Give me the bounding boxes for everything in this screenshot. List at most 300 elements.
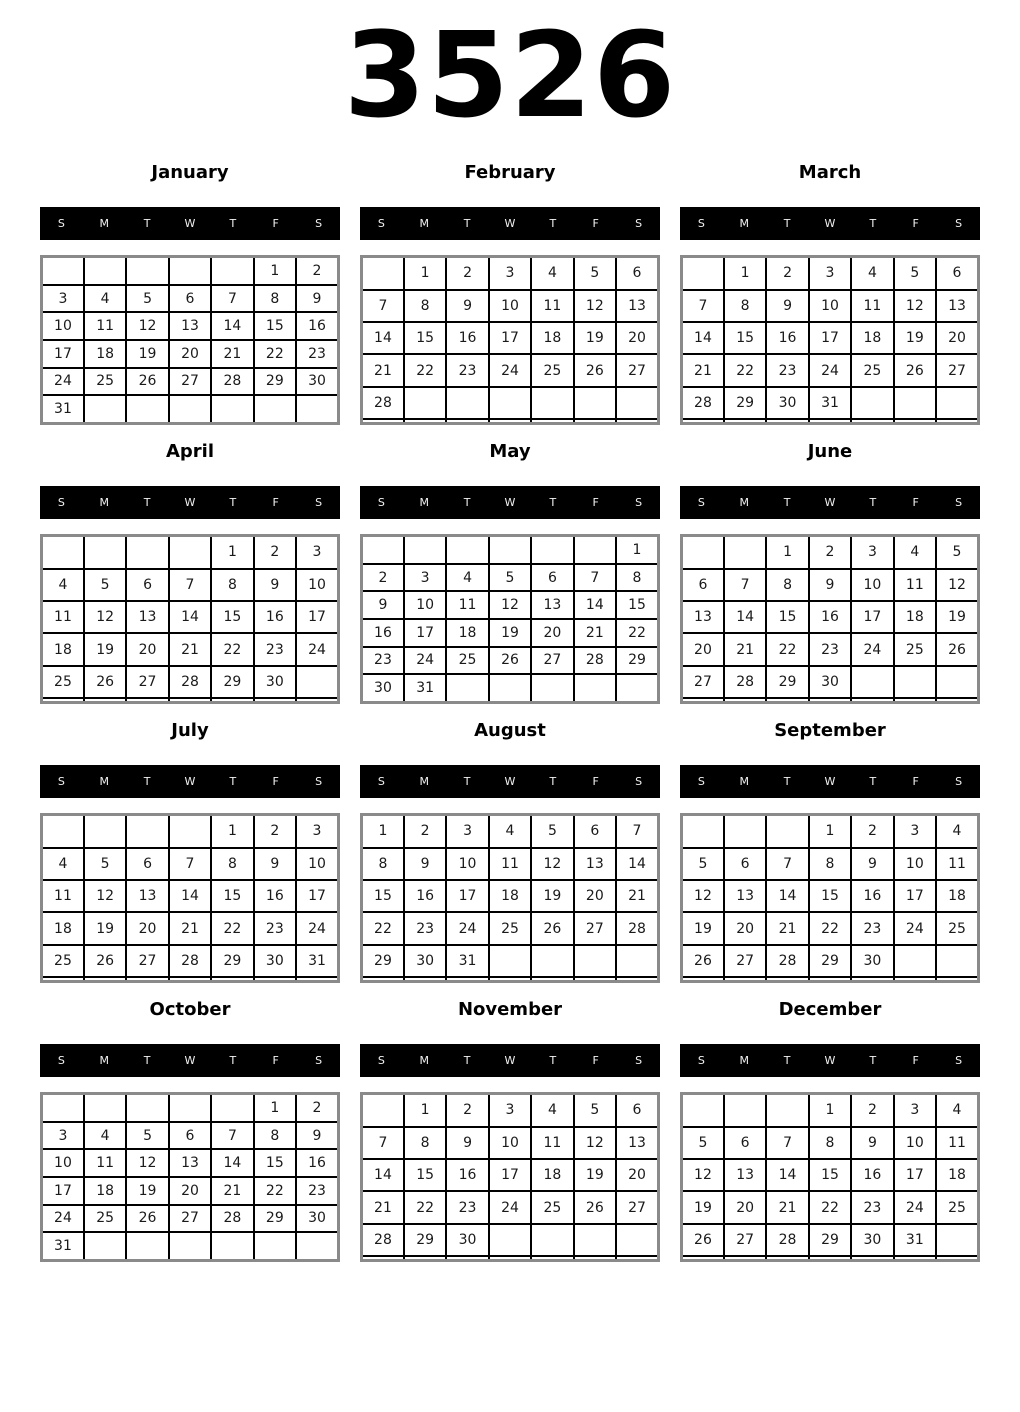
date-cell: 11 (936, 1127, 978, 1159)
date-cell: 13 (169, 312, 211, 340)
date-cell-empty (766, 1094, 808, 1127)
date-cell-empty (404, 977, 446, 982)
date-cell: 2 (766, 257, 808, 290)
week-row (682, 880, 979, 912)
date-cell: 19 (894, 322, 936, 354)
date-cell: 4 (84, 1122, 126, 1150)
weekday-label: M (419, 775, 430, 788)
date-cell: 14 (766, 880, 808, 912)
date-cell: 11 (531, 1127, 573, 1159)
date-cell: 30 (851, 1224, 893, 1256)
week-row (42, 880, 339, 912)
date-cell: 17 (404, 619, 446, 647)
weekday-label: F (592, 1054, 599, 1067)
date-cell: 24 (296, 912, 338, 944)
date-cell: 9 (851, 848, 893, 880)
date-cell-empty (446, 1256, 488, 1261)
date-cell-empty (531, 945, 573, 977)
dates-table (360, 255, 660, 425)
week-row (42, 1177, 339, 1205)
weekday-label: T (229, 1054, 237, 1067)
date-cell-empty (296, 698, 338, 703)
date-cell: 13 (126, 880, 168, 912)
weekday-label: T (549, 775, 557, 788)
weekday-label: M (99, 775, 110, 788)
date-cell-empty (936, 945, 978, 977)
date-cell-empty (894, 387, 936, 419)
date-cell: 29 (724, 387, 766, 419)
date-cell: 11 (84, 312, 126, 340)
date-cell: 10 (296, 848, 338, 880)
date-cell-empty (574, 674, 616, 702)
date-cell: 14 (211, 312, 253, 340)
date-cell: 26 (936, 633, 978, 665)
date-cell: 21 (616, 880, 658, 912)
date-cell: 22 (809, 912, 851, 944)
weekday-header (40, 207, 340, 240)
date-cell: 20 (616, 322, 658, 354)
date-cell: 22 (254, 340, 296, 368)
date-cell: 29 (404, 1224, 446, 1256)
date-cell: 9 (446, 1127, 488, 1159)
date-cell: 9 (362, 591, 404, 619)
week-row (682, 912, 979, 944)
date-cell-empty (84, 815, 126, 848)
month-block (40, 706, 340, 983)
date-cell: 21 (766, 1191, 808, 1223)
date-cell: 6 (682, 569, 724, 601)
date-cell: 15 (362, 880, 404, 912)
date-cell: 16 (362, 619, 404, 647)
date-cell: 8 (724, 290, 766, 322)
date-cell-empty (724, 815, 766, 848)
weekday-label: S (315, 217, 323, 230)
date-cell: 21 (211, 1177, 253, 1205)
month-block (40, 427, 340, 704)
date-cell-empty (84, 395, 126, 423)
date-cell: 3 (404, 564, 446, 592)
date-cell: 20 (126, 912, 168, 944)
date-cell: 7 (766, 848, 808, 880)
date-cell: 8 (404, 290, 446, 322)
date-cell: 12 (126, 312, 168, 340)
weekday-label: T (229, 775, 237, 788)
date-cell: 27 (574, 912, 616, 944)
date-cell: 16 (404, 880, 446, 912)
weekday-label: T (869, 496, 877, 509)
date-cell: 12 (682, 1159, 724, 1191)
weekday-label: S (697, 1054, 705, 1067)
date-cell-empty (362, 1256, 404, 1261)
date-cell: 5 (894, 257, 936, 290)
month-block (40, 985, 340, 1262)
date-cell: 1 (362, 815, 404, 848)
date-cell: 22 (809, 1191, 851, 1223)
date-cell: 23 (446, 1191, 488, 1223)
date-cell: 30 (851, 945, 893, 977)
date-cell: 12 (126, 1149, 168, 1177)
date-cell: 14 (169, 601, 211, 633)
dates-table (680, 1092, 980, 1262)
date-cell-empty (574, 1256, 616, 1261)
date-cell: 17 (446, 880, 488, 912)
week-row (682, 666, 979, 698)
week-row (362, 945, 659, 977)
month-block (360, 706, 660, 983)
date-cell-empty (404, 387, 446, 419)
date-cell: 9 (254, 848, 296, 880)
week-row (362, 419, 659, 424)
date-cell: 18 (531, 322, 573, 354)
date-cell: 17 (809, 322, 851, 354)
week-row (362, 354, 659, 386)
date-cell: 20 (936, 322, 978, 354)
weekday-label: M (99, 496, 110, 509)
date-cell: 17 (42, 1177, 84, 1205)
date-cell-empty (489, 536, 531, 564)
date-cell-empty (84, 1094, 126, 1122)
date-cell-empty (489, 387, 531, 419)
weekday-header (40, 765, 340, 798)
date-cell: 10 (851, 569, 893, 601)
date-cell-empty (296, 1232, 338, 1260)
weekday-label: T (549, 496, 557, 509)
date-cell: 2 (446, 257, 488, 290)
date-cell-empty (489, 977, 531, 982)
month-title: October (149, 999, 231, 1020)
date-cell: 26 (84, 666, 126, 698)
weekday-header (680, 207, 980, 240)
month-block (40, 148, 340, 425)
week-row (42, 698, 339, 703)
date-cell: 7 (616, 815, 658, 848)
date-cell-empty (84, 536, 126, 569)
date-cell: 3 (809, 257, 851, 290)
week-row (42, 977, 339, 982)
date-cell: 28 (724, 666, 766, 698)
date-cell: 8 (809, 848, 851, 880)
date-cell: 13 (126, 601, 168, 633)
date-cell: 21 (362, 354, 404, 386)
date-cell: 2 (362, 564, 404, 592)
week-row (362, 322, 659, 354)
date-cell-empty (531, 387, 573, 419)
date-cell: 14 (616, 848, 658, 880)
date-cell: 7 (211, 285, 253, 313)
date-cell: 17 (489, 322, 531, 354)
date-cell-empty (936, 1256, 978, 1261)
date-cell-empty (84, 977, 126, 982)
week-row (42, 945, 339, 977)
date-cell: 21 (766, 912, 808, 944)
date-cell: 15 (211, 880, 253, 912)
date-cell: 1 (766, 536, 808, 569)
date-cell-empty (531, 536, 573, 564)
date-cell: 14 (211, 1149, 253, 1177)
date-cell: 26 (574, 354, 616, 386)
weekday-label: F (272, 217, 279, 230)
weekday-label: S (315, 775, 323, 788)
date-cell: 1 (809, 1094, 851, 1127)
date-cell: 19 (682, 1191, 724, 1223)
date-cell: 24 (296, 633, 338, 665)
date-cell: 19 (84, 633, 126, 665)
date-cell: 6 (169, 1122, 211, 1150)
date-cell: 23 (254, 633, 296, 665)
date-cell: 3 (296, 536, 338, 569)
date-cell: 5 (84, 569, 126, 601)
date-cell: 11 (531, 290, 573, 322)
date-cell-empty (126, 815, 168, 848)
weekday-header (40, 486, 340, 519)
date-cell-empty (724, 977, 766, 982)
date-cell: 22 (254, 1177, 296, 1205)
date-cell: 5 (531, 815, 573, 848)
date-cell: 19 (531, 880, 573, 912)
date-cell: 6 (126, 569, 168, 601)
date-cell: 6 (616, 257, 658, 290)
date-cell: 25 (84, 368, 126, 396)
week-row (42, 848, 339, 880)
date-cell: 20 (169, 1177, 211, 1205)
date-cell: 1 (404, 1094, 446, 1127)
date-cell-empty (169, 1232, 211, 1260)
date-cell: 1 (809, 815, 851, 848)
weekday-label: T (143, 217, 151, 230)
date-cell-empty (616, 1256, 658, 1261)
date-cell-empty (682, 419, 724, 424)
date-cell: 31 (446, 945, 488, 977)
date-cell: 10 (446, 848, 488, 880)
date-cell: 22 (362, 912, 404, 944)
date-cell-empty (894, 945, 936, 977)
date-cell: 7 (766, 1127, 808, 1159)
date-cell: 16 (446, 322, 488, 354)
date-cell: 1 (404, 257, 446, 290)
weekday-label: F (272, 1054, 279, 1067)
date-cell: 25 (84, 1205, 126, 1233)
date-cell: 24 (489, 354, 531, 386)
week-row (42, 1094, 339, 1122)
date-cell: 28 (682, 387, 724, 419)
date-cell-empty (446, 387, 488, 419)
month-block (360, 985, 660, 1262)
date-cell: 27 (724, 945, 766, 977)
date-cell: 16 (809, 601, 851, 633)
date-cell: 22 (724, 354, 766, 386)
date-cell: 8 (766, 569, 808, 601)
week-row (362, 1224, 659, 1256)
week-row (362, 387, 659, 419)
date-cell: 12 (574, 290, 616, 322)
weekday-label: F (592, 217, 599, 230)
date-cell: 3 (296, 815, 338, 848)
date-cell: 29 (254, 1205, 296, 1233)
date-cell: 1 (616, 536, 658, 564)
date-cell: 4 (531, 1094, 573, 1127)
week-row (682, 945, 979, 977)
date-cell: 7 (169, 569, 211, 601)
date-cell-empty (894, 698, 936, 703)
week-row (42, 912, 339, 944)
date-cell: 15 (809, 1159, 851, 1191)
week-row (682, 698, 979, 703)
date-cell-empty (682, 257, 724, 290)
date-cell: 19 (682, 912, 724, 944)
date-cell-empty (724, 1256, 766, 1261)
date-cell: 18 (84, 1177, 126, 1205)
date-cell: 15 (616, 591, 658, 619)
date-cell: 30 (296, 1205, 338, 1233)
date-cell: 7 (211, 1122, 253, 1150)
date-cell: 18 (84, 340, 126, 368)
date-cell-empty (211, 257, 253, 285)
date-cell-empty (809, 419, 851, 424)
date-cell: 20 (724, 1191, 766, 1223)
week-row (362, 1256, 659, 1261)
weekday-label: S (635, 1054, 643, 1067)
date-cell: 5 (489, 564, 531, 592)
date-cell: 7 (362, 1127, 404, 1159)
date-cell: 26 (126, 368, 168, 396)
weekday-label: S (377, 217, 385, 230)
date-cell-empty (682, 1094, 724, 1127)
date-cell: 22 (211, 633, 253, 665)
date-cell-empty (894, 1256, 936, 1261)
date-cell: 30 (254, 666, 296, 698)
date-cell: 2 (296, 257, 338, 285)
date-cell-empty (531, 977, 573, 982)
date-cell: 7 (682, 290, 724, 322)
date-cell-empty (616, 945, 658, 977)
date-cell: 8 (211, 848, 253, 880)
date-cell: 16 (766, 322, 808, 354)
date-cell-empty (362, 536, 404, 564)
date-cell: 23 (404, 912, 446, 944)
date-cell: 9 (296, 1122, 338, 1150)
date-cell-empty (809, 698, 851, 703)
date-cell: 23 (362, 647, 404, 675)
date-cell: 23 (254, 912, 296, 944)
date-cell-empty (616, 977, 658, 982)
date-cell: 12 (84, 601, 126, 633)
weekday-label: F (592, 496, 599, 509)
date-cell: 25 (894, 633, 936, 665)
date-cell: 13 (169, 1149, 211, 1177)
date-cell: 30 (362, 674, 404, 702)
week-row (362, 1191, 659, 1223)
date-cell: 28 (169, 945, 211, 977)
date-cell: 4 (84, 285, 126, 313)
date-cell-empty (809, 977, 851, 982)
week-row (362, 1094, 659, 1127)
date-cell: 15 (809, 880, 851, 912)
date-cell: 23 (766, 354, 808, 386)
date-cell: 15 (404, 1159, 446, 1191)
weekday-label: T (463, 496, 471, 509)
month-title: December (778, 999, 882, 1020)
date-cell: 1 (724, 257, 766, 290)
date-cell: 10 (894, 848, 936, 880)
week-row (682, 1224, 979, 1256)
date-cell: 5 (126, 285, 168, 313)
date-cell: 28 (211, 1205, 253, 1233)
week-row (42, 340, 339, 368)
date-cell: 8 (809, 1127, 851, 1159)
date-cell: 30 (446, 1224, 488, 1256)
date-cell-empty (724, 536, 766, 569)
weekday-label: W (824, 496, 836, 509)
date-cell: 23 (296, 1177, 338, 1205)
week-row (362, 564, 659, 592)
date-cell-empty (936, 419, 978, 424)
date-cell: 17 (296, 601, 338, 633)
date-cell: 6 (574, 815, 616, 848)
date-cell-empty (851, 1256, 893, 1261)
date-cell-empty (616, 674, 658, 702)
weekday-label: F (912, 775, 919, 788)
month-title: July (171, 720, 209, 741)
date-cell: 29 (766, 666, 808, 698)
weekday-label: F (592, 775, 599, 788)
weekday-label: T (229, 496, 237, 509)
date-cell: 4 (936, 815, 978, 848)
date-cell: 12 (574, 1127, 616, 1159)
date-cell: 20 (126, 633, 168, 665)
date-cell-empty (936, 387, 978, 419)
date-cell: 11 (42, 601, 84, 633)
week-row (682, 977, 979, 982)
week-row (42, 285, 339, 313)
date-cell: 16 (296, 1149, 338, 1177)
date-cell-empty (362, 1094, 404, 1127)
date-cell: 20 (531, 619, 573, 647)
weekday-header (360, 207, 660, 240)
date-cell: 2 (809, 536, 851, 569)
date-cell: 19 (489, 619, 531, 647)
date-cell-empty (489, 945, 531, 977)
date-cell-empty (851, 977, 893, 982)
date-cell: 26 (682, 945, 724, 977)
week-row (42, 1149, 339, 1177)
date-cell: 27 (682, 666, 724, 698)
date-cell: 11 (42, 880, 84, 912)
date-cell: 18 (531, 1159, 573, 1191)
date-cell-empty (169, 257, 211, 285)
weekday-label: S (955, 217, 963, 230)
date-cell-empty (682, 1256, 724, 1261)
date-cell: 20 (574, 880, 616, 912)
week-row (682, 1191, 979, 1223)
date-cell: 4 (851, 257, 893, 290)
week-row (42, 536, 339, 569)
date-cell: 26 (126, 1205, 168, 1233)
date-cell: 2 (851, 815, 893, 848)
date-cell-empty (851, 666, 893, 698)
weekday-label: S (315, 1054, 323, 1067)
date-cell: 20 (169, 340, 211, 368)
date-cell-empty (211, 977, 253, 982)
date-cell: 29 (254, 368, 296, 396)
date-cell: 6 (616, 1094, 658, 1127)
date-cell: 11 (446, 591, 488, 619)
date-cell-empty (42, 257, 84, 285)
date-cell: 1 (254, 257, 296, 285)
date-cell: 14 (574, 591, 616, 619)
week-row (362, 674, 659, 702)
date-cell-empty (574, 977, 616, 982)
date-cell: 19 (126, 1177, 168, 1205)
